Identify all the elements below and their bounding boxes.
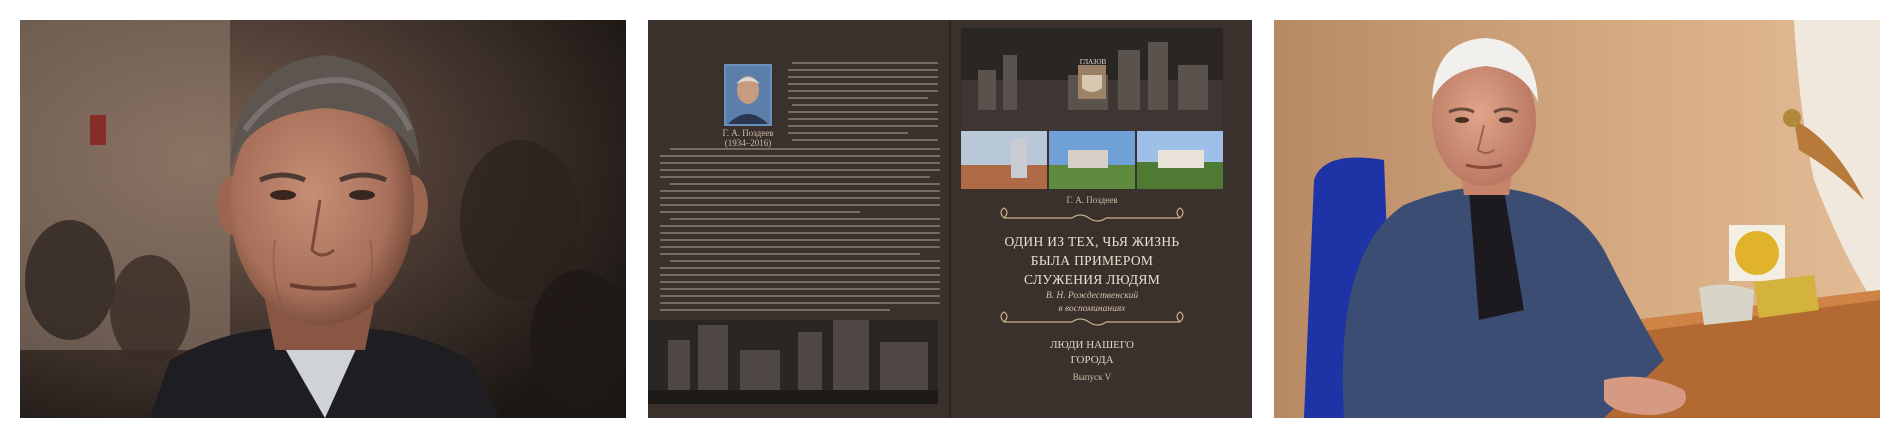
cover-title-line1: ОДИН ИЗ ТЕХ, ЧЬЯ ЖИЗНЬ bbox=[1004, 234, 1180, 249]
biography-text-bottom bbox=[660, 146, 940, 316]
cover-title-line3: СЛУЖЕНИЯ ЛЮДЯМ bbox=[1023, 272, 1161, 287]
biography-text-top bbox=[788, 60, 938, 142]
office-photo-right bbox=[1274, 20, 1880, 418]
series-line2: ГОРОДА bbox=[1070, 354, 1114, 366]
city-label: ГЛАЗОВ bbox=[1079, 58, 1107, 66]
author-caption-years: (1934–2016) bbox=[724, 138, 772, 148]
series-line1: ЛЮДИ НАШЕГО bbox=[1050, 339, 1134, 351]
author-caption-name: Г. А. Поздеев bbox=[722, 128, 774, 138]
cover-subtitle-line2: в воспоминаниях bbox=[1058, 304, 1126, 314]
cover-subtitle-line1: В. Н. Рождественский bbox=[1045, 291, 1139, 301]
book-cover bbox=[648, 20, 1252, 418]
cover-author: Г. А. Поздеев bbox=[1066, 195, 1118, 205]
issue-number: Выпуск V bbox=[1072, 372, 1112, 382]
cover-title-line2: БЫЛА ПРИМЕРОМ bbox=[1030, 253, 1154, 268]
portrait-photo-left bbox=[20, 20, 626, 418]
